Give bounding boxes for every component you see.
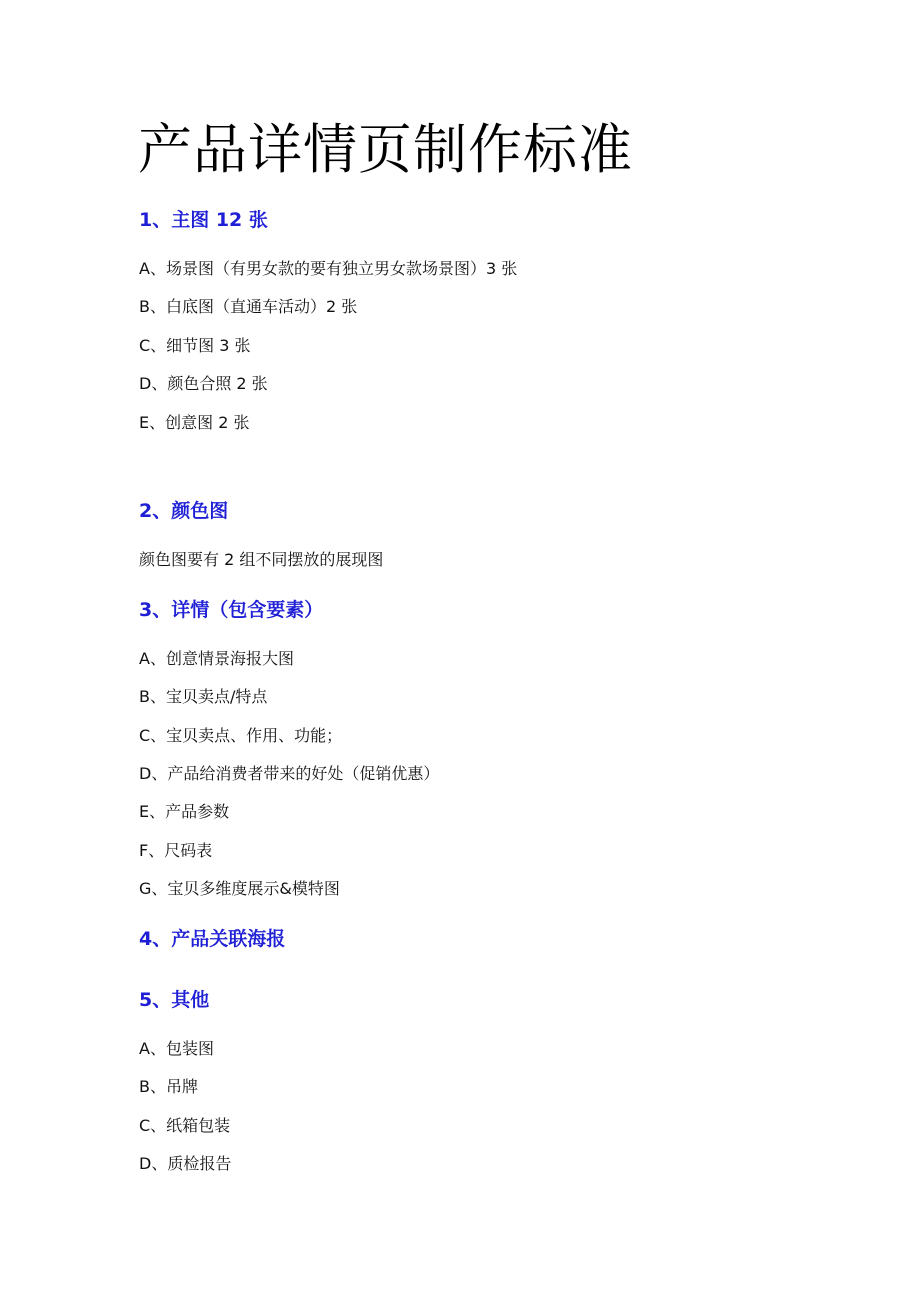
list-item: G、宝贝多维度展示&模特图 xyxy=(139,879,340,898)
list-item: C、细节图 3 张 xyxy=(139,336,251,355)
list-item: B、吊牌 xyxy=(139,1077,198,1096)
document-title: 产品详情页制作标准 xyxy=(138,118,633,181)
section-heading-main-images: 1、主图 12 张 xyxy=(139,209,268,231)
list-item: D、质检报告 xyxy=(139,1154,232,1173)
section-heading-color-images: 2、颜色图 xyxy=(139,500,229,522)
list-item: F、尺码表 xyxy=(139,841,213,860)
list-item: D、颜色合照 2 张 xyxy=(139,374,268,393)
list-item: C、宝贝卖点、作用、功能； xyxy=(139,726,343,745)
list-item: B、白底图（直通车活动）2 张 xyxy=(139,297,358,316)
list-item: A、场景图（有男女款的要有独立男女款场景图）3 张 xyxy=(139,259,518,278)
section-heading-related-posters: 4、产品关联海报 xyxy=(139,928,286,950)
section-heading-details: 3、详情（包含要素） xyxy=(139,599,324,621)
list-item: B、宝贝卖点/特点 xyxy=(139,687,268,706)
list-item: 颜色图要有 2 组不同摆放的展现图 xyxy=(139,550,384,569)
list-item: E、产品参数 xyxy=(139,802,230,821)
list-item: A、包装图 xyxy=(139,1039,214,1058)
section-heading-others: 5、其他 xyxy=(139,989,210,1011)
list-item: E、创意图 2 张 xyxy=(139,413,250,432)
list-item: D、产品给消费者带来的好处（促销优惠） xyxy=(139,764,440,783)
list-item: C、纸箱包装 xyxy=(139,1116,231,1135)
list-item: A、创意情景海报大图 xyxy=(139,649,294,668)
